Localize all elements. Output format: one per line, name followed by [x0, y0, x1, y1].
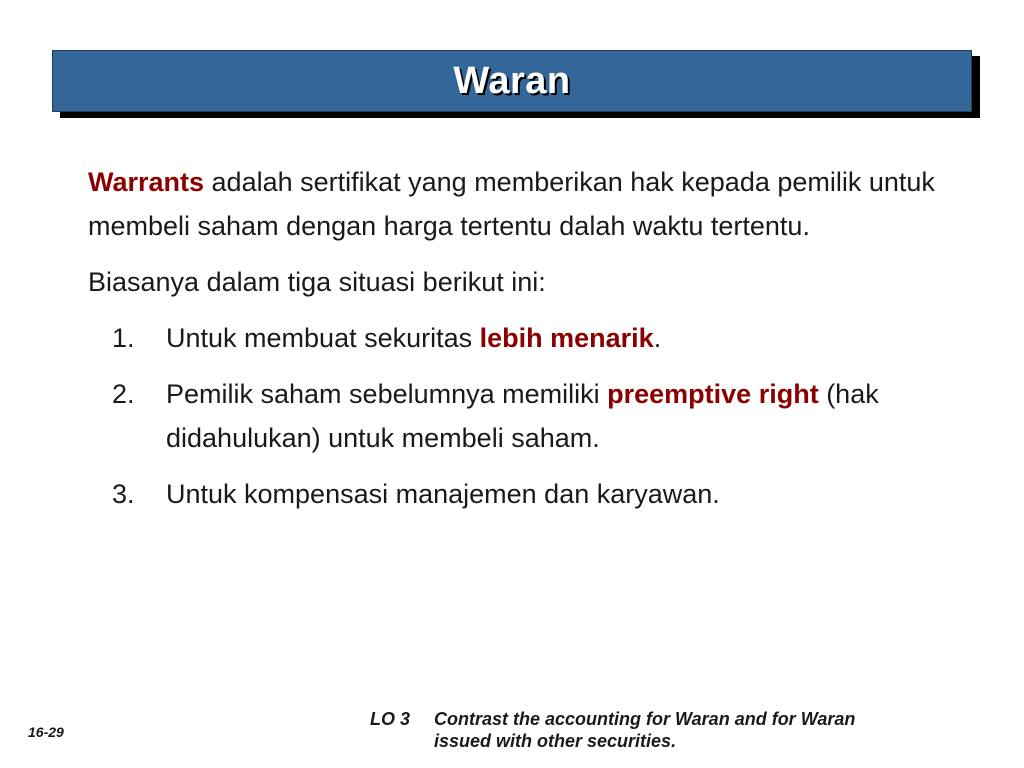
definition-term: Warrants — [88, 167, 205, 197]
list-item-suffix: (hak didahulukan) untuk membeli saham. — [166, 379, 879, 453]
definition-text: adalah sertifikat yang memberikan hak kepada pemilik untuk membeli saham dengan harga tertentu dalah waktu tertentu. — [88, 167, 935, 241]
learning-objective-text: Contrast the accounting for Waran and for Waran — [434, 709, 856, 729]
list-item-text: Untuk kompensasi manajemen dan karyawan. — [166, 479, 720, 509]
learning-objective — [370, 708, 855, 752]
slide-body — [88, 160, 948, 528]
list-item-number: 2. — [112, 379, 135, 409]
intro-paragraph: Biasanya dalam tiga situasi berikut ini: — [88, 267, 546, 297]
list-item — [88, 372, 948, 460]
page-number: 16-29 — [28, 724, 64, 740]
list-item-number: 1. — [112, 323, 135, 353]
list-item — [88, 472, 948, 516]
learning-objective-line2: issued with other securities. — [434, 731, 677, 751]
list-item-text: Pemilik saham sebelumnya memiliki — [166, 379, 608, 409]
definition-paragraph — [88, 160, 948, 248]
learning-objective-label: LO 3 — [370, 709, 411, 729]
list-item-number: 3. — [112, 479, 135, 509]
learning-objective-line1 — [370, 708, 855, 730]
list-item-highlight: preemptive right — [607, 379, 819, 409]
list-item-highlight: lebih menarik — [479, 323, 654, 353]
slide-title: Waran — [453, 59, 571, 102]
list-item — [88, 316, 948, 360]
title-bar — [52, 50, 972, 112]
situations-list — [88, 316, 948, 516]
list-item-suffix: . — [653, 323, 662, 353]
list-item-text: Untuk membuat sekuritas — [166, 323, 480, 353]
